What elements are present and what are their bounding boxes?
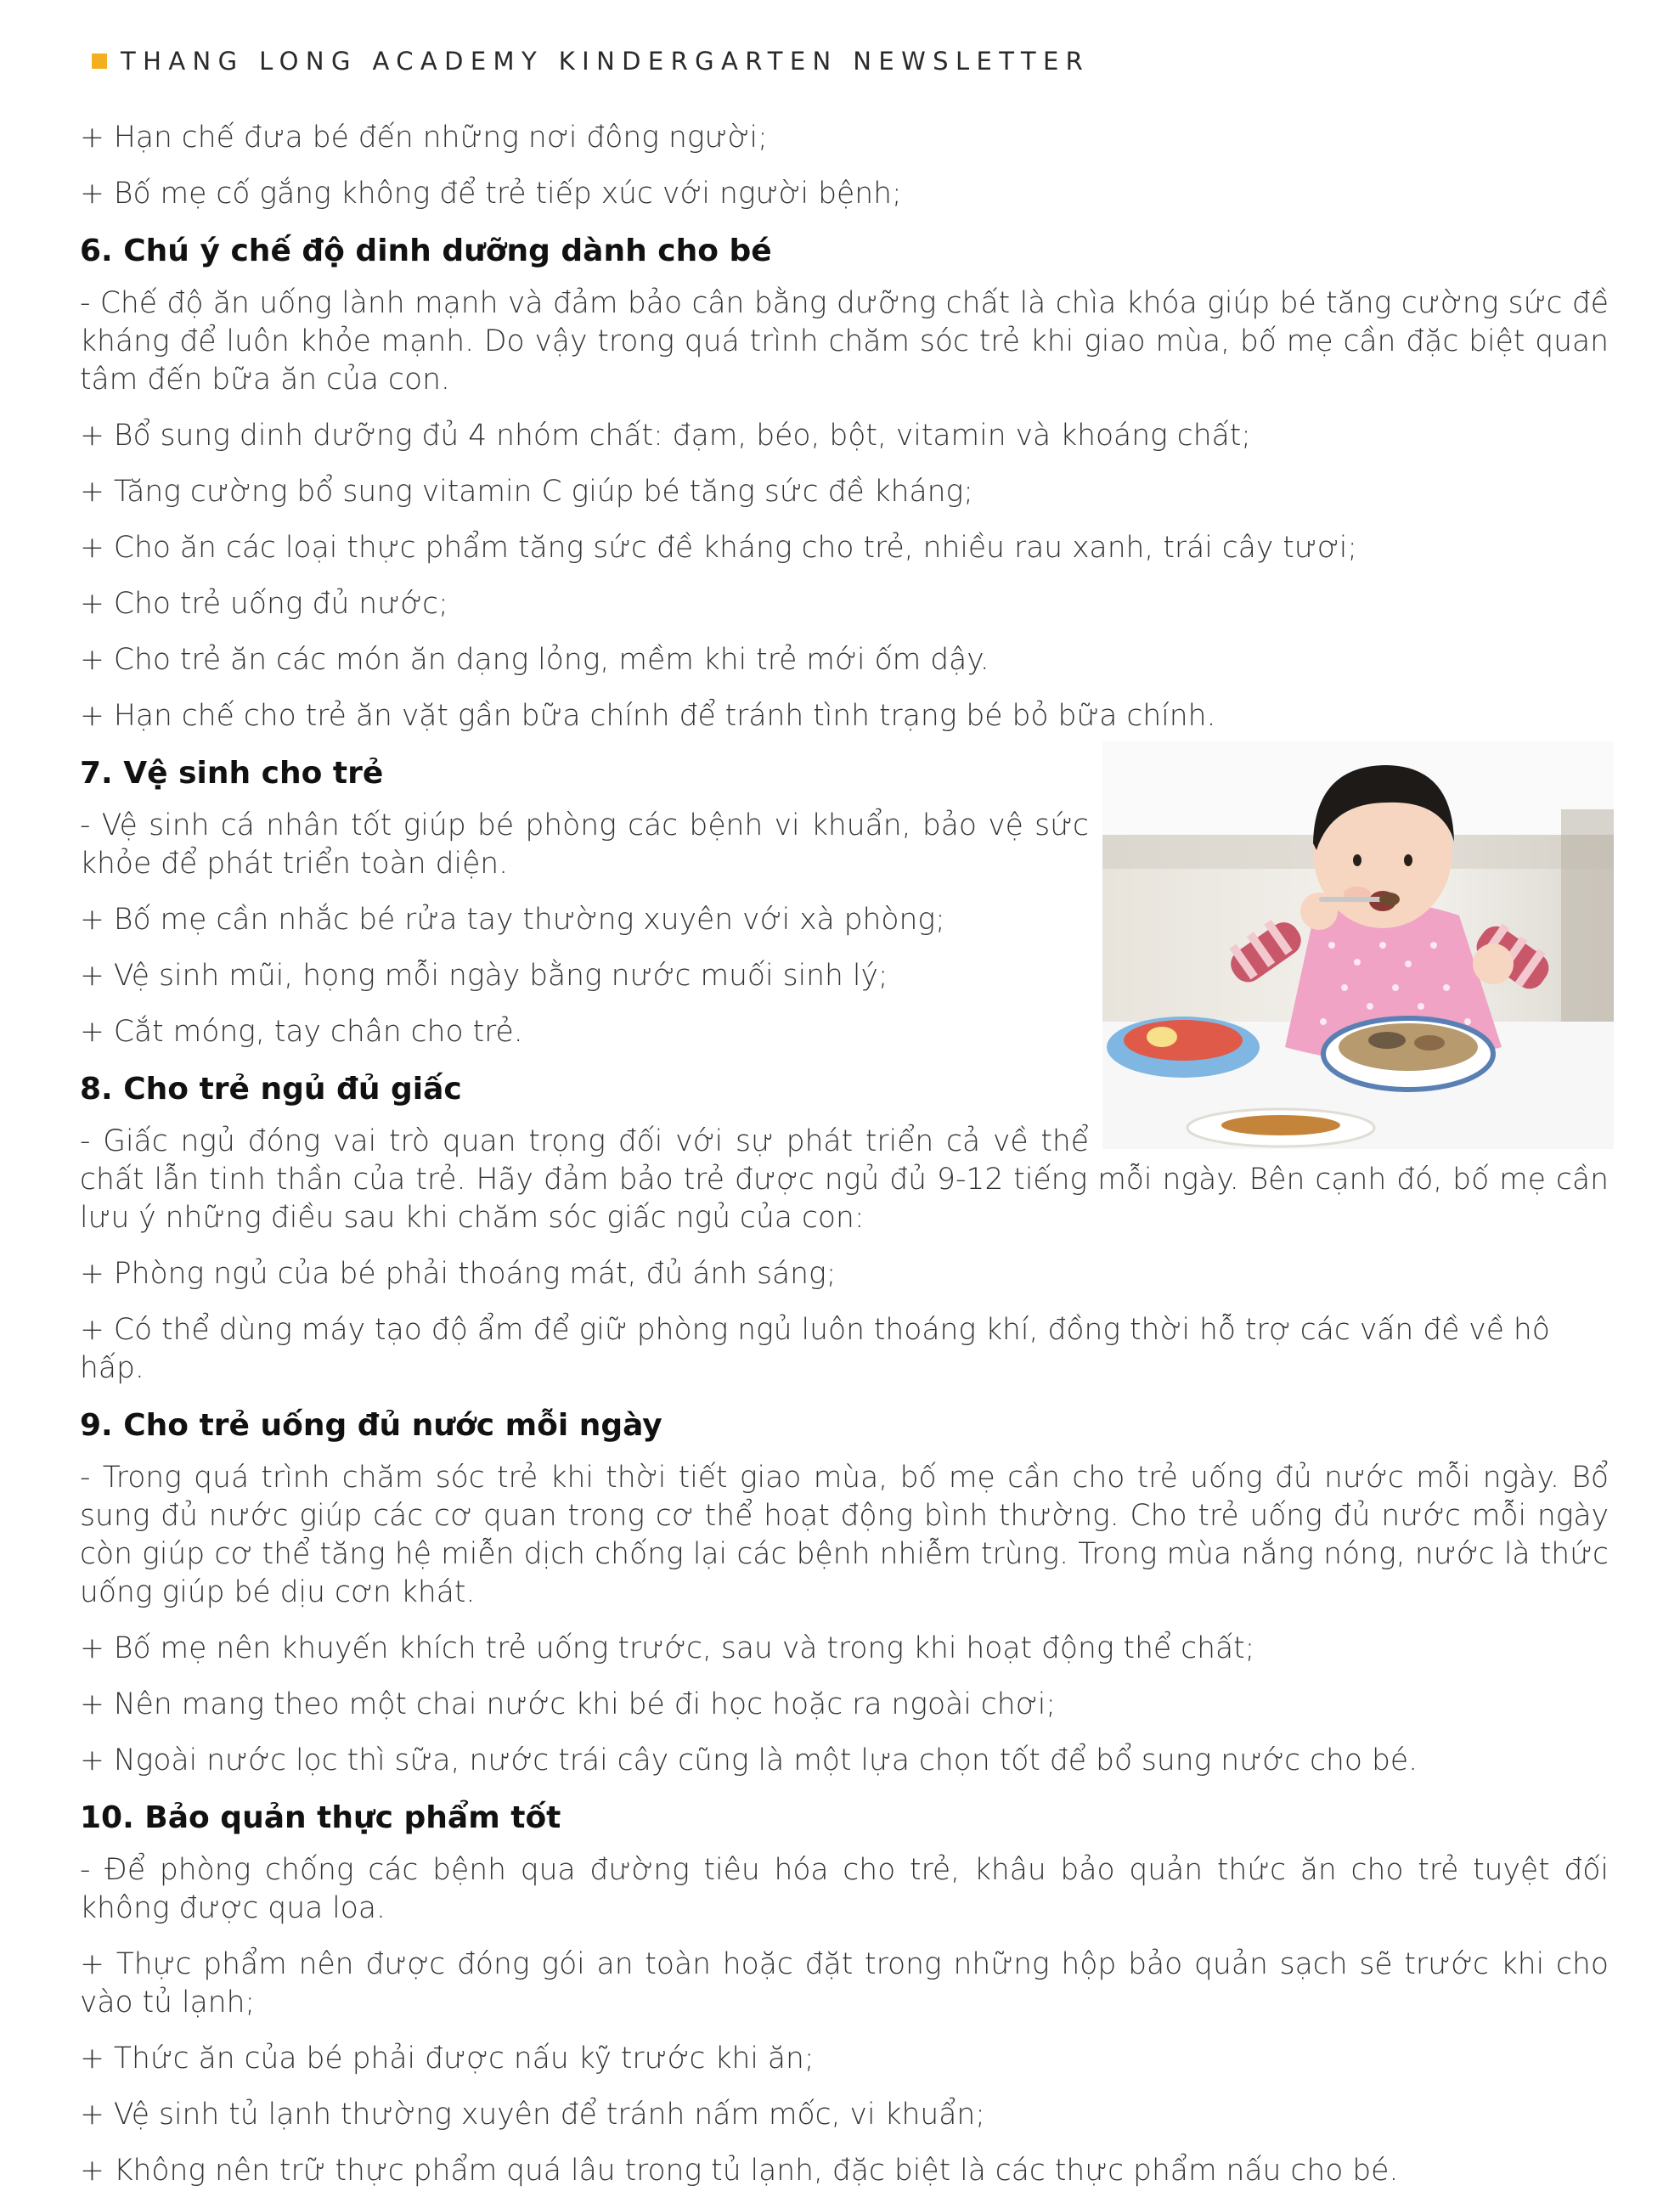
article-body bbox=[80, 119, 1609, 2208]
list-item: + Có thể dùng máy tạo độ ẩm để giữ phòng ngủ luôn thoáng khí, đồng thời hỗ trợ các vấn đề về hô hấp. bbox=[80, 1313, 1550, 1385]
list-item: + Bố mẹ nên khuyến khích trẻ uống trước, sau và trong khi hoạt động thể chất; bbox=[80, 1631, 1255, 1665]
list-item: + Ngoài nước lọc thì sữa, nước trái cây cũng là một lựa chọn tốt để bổ sung nước cho bé. bbox=[80, 1743, 1418, 1777]
list-item: + Cho trẻ ăn các món ăn dạng lỏng, mềm khi trẻ mới ốm dậy. bbox=[80, 643, 989, 677]
list-item: + Bố mẹ cần nhắc bé rửa tay thường xuyên với xà phòng; bbox=[80, 903, 945, 937]
list-item: + Cắt móng, tay chân cho trẻ. bbox=[80, 1015, 523, 1049]
section-intro: - Vệ sinh cá nhân tốt giúp bé phòng các bệnh vi khuẩn, bảo vệ sức khỏe để phát triển toàn diện. bbox=[80, 808, 1089, 881]
list-item: + Thực phẩm nên được đóng gói an toàn hoặc đặt trong những hộp bảo quản sạch sẽ trước khi cho vào tủ lạnh; bbox=[80, 1947, 1609, 2019]
list-item: + Vệ sinh mũi, họng mỗi ngày bằng nước muối sinh lý; bbox=[80, 959, 888, 993]
list-item: + Cho ăn các loại thực phẩm tăng sức đề kháng cho trẻ, nhiều rau xanh, trái cây tươi; bbox=[80, 531, 1357, 565]
list-item: + Hạn chế cho trẻ ăn vặt gần bữa chính để tránh tình trạng bé bỏ bữa chính. bbox=[80, 699, 1216, 733]
list-item: + Hạn chế đưa bé đến những nơi đông người; bbox=[80, 121, 768, 155]
list-item: + Phòng ngủ của bé phải thoáng mát, đủ ánh sáng; bbox=[80, 1257, 837, 1291]
list-item: + Không nên trữ thực phẩm quá lâu trong tủ lạnh, đặc biệt là các thực phẩm nấu cho bé. bbox=[80, 2154, 1399, 2188]
list-item: + Tăng cường bổ sung vitamin C giúp bé tăng sức đề kháng; bbox=[80, 475, 973, 509]
section-heading-nutrition: 6. Chú ý chế độ dinh dưỡng dành cho bé bbox=[80, 234, 772, 268]
section-heading-food-storage: 10. Bảo quản thực phẩm tốt bbox=[80, 1800, 561, 1835]
section-intro: - Để phòng chống các bệnh qua đường tiêu hóa cho trẻ, khâu bảo quản thức ăn cho trẻ tuyệt đối không được qua loa. bbox=[80, 1853, 1609, 1925]
list-item: + Bổ sung dinh dưỡng đủ 4 nhóm chất: đạm, béo, bột, vitamin và khoáng chất; bbox=[80, 419, 1251, 453]
section-heading-sleep: 8. Cho trẻ ngủ đủ giấc bbox=[80, 1072, 462, 1107]
section-intro: - Chế độ ăn uống lành mạnh và đảm bảo cân bằng dưỡng chất là chìa khóa giúp bé tăng cường sức đề kháng để luôn khỏe mạnh. Do vậy trong quá trình chăm sóc trẻ khi giao mùa, bố mẹ cần đặc biệt quan tâm đến bữa ăn của con. bbox=[80, 286, 1609, 397]
newsletter-title: THANG LONG ACADEMY KINDERGARTEN NEWSLETTER bbox=[121, 47, 1091, 76]
list-item: + Cho trẻ uống đủ nước; bbox=[80, 587, 448, 621]
list-item: + Nên mang theo một chai nước khi bé đi học hoặc ra ngoài chơi; bbox=[80, 1687, 1056, 1721]
list-item: + Thức ăn của bé phải được nấu kỹ trước khi ăn; bbox=[80, 2042, 815, 2076]
section-heading-hygiene: 7. Vệ sinh cho trẻ bbox=[80, 756, 384, 791]
list-item: + Bố mẹ cố gắng không để trẻ tiếp xúc với người bệnh; bbox=[80, 177, 902, 211]
newsletter-header bbox=[92, 44, 1090, 78]
child-eating-photo bbox=[1102, 741, 1614, 1149]
header-accent-square bbox=[92, 54, 107, 69]
child-eating-illustration bbox=[1102, 741, 1614, 1149]
section-heading-water: 9. Cho trẻ uống đủ nước mỗi ngày bbox=[80, 1408, 662, 1443]
list-item: + Vệ sinh tủ lạnh thường xuyên để tránh nấm mốc, vi khuẩn; bbox=[80, 2098, 985, 2132]
section-intro: - Trong quá trình chăm sóc trẻ khi thời tiết giao mùa, bố mẹ cần cho trẻ uống đủ nước mỗi ngày. Bổ sung đủ nước giúp các cơ quan trong cơ thể hoạt động bình thường. Cho trẻ uống đủ nước mỗi ngày còn giúp cơ thể tăng hệ miễn dịch chống lại các bệnh nhiễm trùng. Trong mùa nắng nóng, nước là thức uống giúp bé dịu cơn khát. bbox=[80, 1461, 1609, 1609]
section-intro: - Giấc ngủ đóng vai trò quan trọng đối với sự phát triển cả về thể chất lẫn tinh thần của trẻ. Hãy đảm bảo trẻ được ngủ đủ 9-12 tiếng mỗi ngày. Bên cạnh đó, bố mẹ cần lưu ý những điều sau khi chăm sóc giấc ngủ của con: bbox=[80, 1124, 1609, 1235]
